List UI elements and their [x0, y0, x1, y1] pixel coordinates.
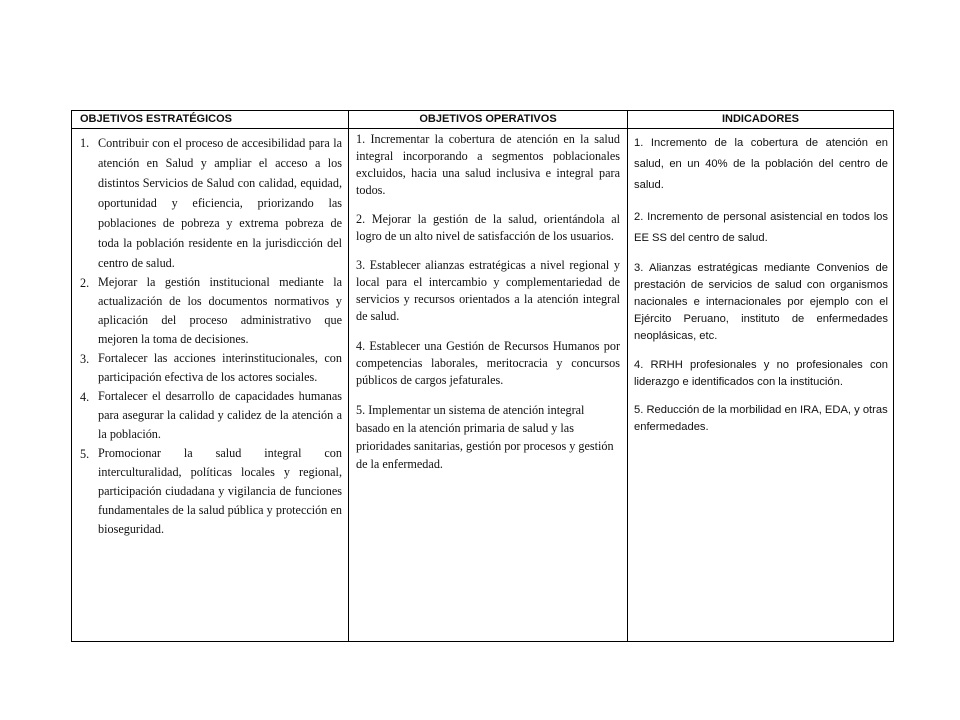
item-text: Fortalecer el desarrollo de capacidades humanas para asegurar la calidad y calidez de la atención a la población.: [98, 389, 342, 441]
objetivo-operativo-item: 2. Mejorar la gestión de la salud, orientándola al logro de un alto nivel de satisfacción de los usuarios.: [356, 212, 620, 244]
indicador-item: 5. Reducción de la morbilidad en IRA, EDA, y otras enfermedades.: [634, 403, 888, 433]
item-number: 3.: [80, 352, 90, 366]
objectives-table: [71, 110, 894, 642]
item-number: 2.: [80, 276, 90, 290]
objetivo-operativo-item: 1. Incrementar la cobertura de atención en la salud integral incorporando a segmentos poblacionales excluidos, hacia una salud inclusiva e integral para todos.: [356, 132, 620, 197]
indicador-item: 3. Alianzas estratégicas mediante Convenios de prestación de servicios de salud con organismos nacionales e internacionales por ejemplo con el Ejército Peruano, instituto de enfermedades neoplásicas, etc.: [634, 262, 888, 343]
objetivo-estrategico-item: [76, 444, 342, 539]
item-text: Mejorar la gestión institucional mediante la actualización de los documentos normativos y aplicación del proceso administrativo que mejoren la toma de decisiones.: [98, 275, 342, 346]
header-objetivos-operativos: OBJETIVOS OPERATIVOS: [349, 111, 628, 129]
indicador-item: 4. RRHH profesionales y no profesionales con liderazgo e identificados con la institución.: [634, 358, 888, 388]
indicadores-cell: [628, 129, 893, 641]
objetivo-estrategico-item: [76, 133, 342, 273]
objetivo-operativo-item: 5. Implementar un sistema de atención integral basado en la atención primaria de salud y las prioridades sanitarias, gestión por procesos y gestión de la enfermedad.: [356, 402, 614, 471]
indicador-item: 2. Incremento de personal asistencial en todos los EE SS del centro de salud.: [634, 211, 888, 245]
item-number: 1.: [80, 136, 90, 150]
objetivos-estrategicos-cell: [72, 129, 349, 641]
objetivo-estrategico-item: [76, 387, 342, 444]
item-number: 4.: [80, 390, 90, 404]
header-objetivos-estrategicos: OBJETIVOS ESTRATÉGICOS: [72, 111, 349, 129]
item-text: Promocionar la salud integral con interculturalidad, políticas locales y regional, participación ciudadana y vigilancia de funciones fundamentales de la salud pública y protección en bioseguridad.: [98, 446, 342, 536]
objetivo-estrategico-item: [76, 273, 342, 349]
objetivos-operativos-cell: [349, 129, 628, 641]
item-text: Fortalecer las acciones interinstitucionales, con participación efectiva de los actores sociales.: [98, 351, 342, 384]
objetivo-estrategico-item: [76, 349, 342, 387]
objetivo-operativo-item: 3. Establecer alianzas estratégicas a nivel regional y local para el intercambio y complementariedad de servicios y recursos orientados a la atención integral de salud.: [356, 258, 620, 324]
indicador-item: 1. Incremento de la cobertura de atención en salud, en un 40% de la población del centro de salud.: [634, 137, 888, 191]
item-number: 5.: [80, 447, 90, 461]
item-text: Contribuir con el proceso de accesibilidad para la atención en Salud y ampliar el acceso a los distintos Servicios de Salud con calidad, equidad, oportunidad y eficiencia, priorizando las poblaciones de pobreza y extrema pobreza de toda la población residente en la jurisdicción del centro de salud.: [98, 136, 342, 270]
objetivo-operativo-item: 4. Establecer una Gestión de Recursos Humanos por competencias laborales, meritocracia y concursos públicos de cargos jefaturales.: [356, 338, 620, 387]
header-indicadores: INDICADORES: [628, 111, 893, 129]
